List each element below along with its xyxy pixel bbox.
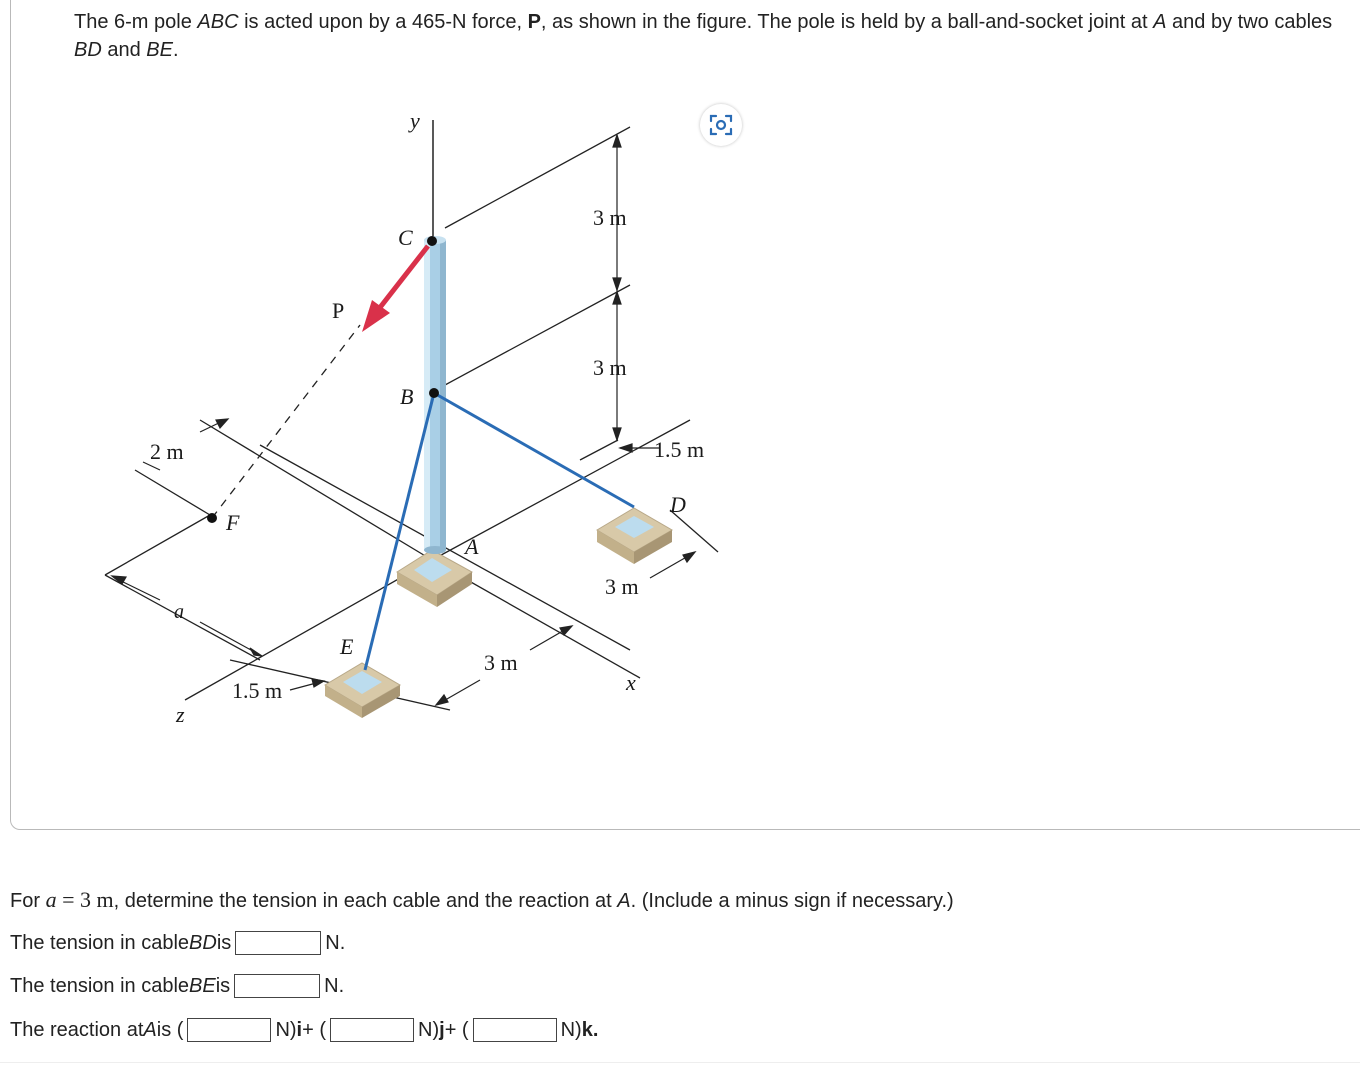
reaction-answer-row (10, 1015, 598, 1045)
label-y: y (410, 108, 420, 133)
unit-vector-j: j (439, 1018, 445, 1041)
dim-3m-e: 3 m (484, 650, 518, 675)
cable-be (365, 393, 434, 670)
text: The 6-m pole (74, 11, 198, 33)
text: is ( (156, 1018, 184, 1041)
divider (0, 1062, 1360, 1063)
base-a (397, 550, 472, 607)
text: . (592, 1018, 599, 1041)
text: is acted upon by a 465-N force, (238, 11, 528, 33)
dim-3m-mid: 3 m (593, 355, 627, 380)
label-z: z (176, 702, 185, 727)
be-tension-input[interactable] (234, 974, 320, 998)
label-a-dim: a (174, 601, 184, 623)
label-c: C (398, 225, 413, 250)
equals: = (56, 887, 80, 912)
base-d (597, 508, 672, 564)
dim-2m: 2 m (150, 439, 184, 464)
text: is (216, 931, 232, 954)
dim-3m-top: 3 m (593, 205, 627, 230)
bd-answer-row (10, 928, 345, 958)
dim-1-5m-left: 1.5 m (232, 678, 283, 703)
force-p-arrow (362, 246, 428, 332)
point-b (429, 388, 439, 398)
bd-tension-input[interactable] (235, 931, 321, 955)
label-p: P (332, 298, 345, 323)
label-a: A (465, 534, 479, 559)
text: . (Include a minus sign if necessary.) (630, 890, 954, 912)
point-c (427, 236, 437, 246)
label-x: x (626, 670, 636, 695)
text: For (10, 890, 46, 912)
label-b: B (400, 384, 414, 409)
force-line-of-action (212, 325, 360, 518)
text: The tension in cable (10, 931, 190, 954)
question-text (10, 886, 954, 915)
unit-label: N) (275, 1018, 297, 1041)
unit-vector-k: k (581, 1018, 593, 1041)
value-a: 3 m (79, 887, 114, 912)
zoom-button[interactable] (700, 104, 742, 146)
text: , as shown in the figure. The pole is held by a ball-and-socket joint at (540, 11, 1154, 33)
label-e: E (340, 634, 354, 659)
cable-be-name: BE (146, 39, 173, 61)
text: The reaction at (10, 1018, 144, 1041)
reaction-i-input[interactable] (187, 1018, 271, 1042)
dim-1-5m-right: 1.5 m (654, 437, 705, 462)
dim-3m-d: 3 m (605, 574, 639, 599)
text: The tension in cable (10, 974, 190, 997)
label-f: F (226, 510, 240, 535)
cable-bd-name: BD (189, 931, 217, 954)
point-name: A (143, 1018, 157, 1041)
unit-vector-i: i (296, 1018, 303, 1041)
text: and (101, 39, 147, 61)
unit-label: N) (418, 1018, 440, 1041)
point-name: A (617, 890, 631, 912)
reaction-j-input[interactable] (330, 1018, 414, 1042)
reaction-k-input[interactable] (473, 1018, 557, 1042)
cable-be-name: BE (189, 974, 216, 997)
unit-label: N. (325, 931, 346, 954)
unit-label: N. (324, 974, 345, 997)
cable-bd-name: BD (74, 39, 102, 61)
pole-name: ABC (197, 11, 239, 33)
joint-name: A (1153, 11, 1167, 33)
point-f (207, 513, 217, 523)
cable-bd (434, 393, 634, 507)
force-symbol: P (527, 11, 541, 33)
base-e (325, 663, 400, 718)
text: and by two cables (1166, 11, 1333, 33)
text: . (172, 39, 179, 61)
text: , determine the tension in each cable and the reaction at (113, 890, 618, 912)
label-d: D (670, 492, 686, 517)
text: + ( (302, 1018, 327, 1041)
var-a: a (45, 887, 57, 912)
zoom-focus-icon (708, 112, 734, 138)
text: + ( (444, 1018, 469, 1041)
unit-label: N) (560, 1018, 582, 1041)
be-answer-row (10, 971, 344, 1001)
text: is (215, 974, 231, 997)
